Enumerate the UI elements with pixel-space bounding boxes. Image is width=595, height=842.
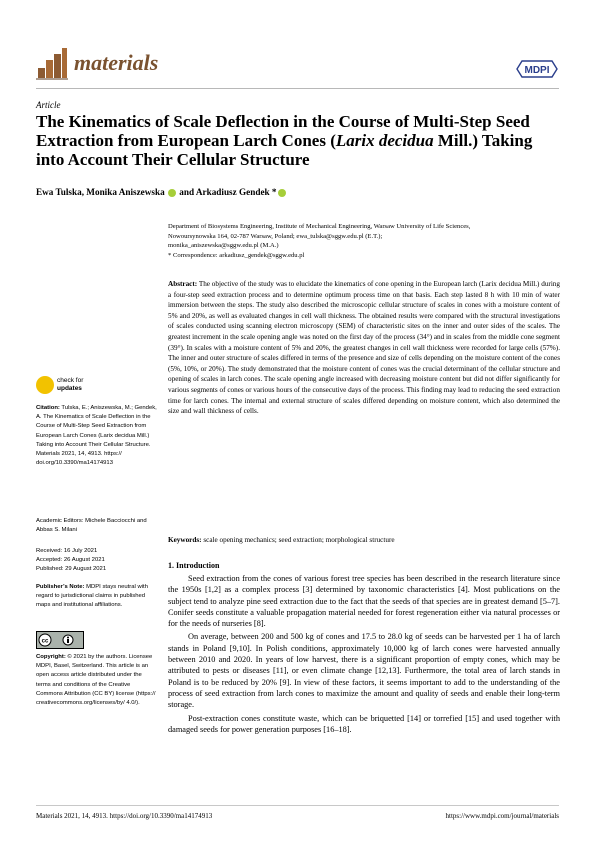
check-for-updates-icon[interactable] bbox=[36, 376, 54, 394]
author-list: Ewa Tulska, Monika Aniszewska and Arkadiusz Gendek * bbox=[36, 187, 287, 197]
orcid-icon[interactable] bbox=[168, 189, 176, 197]
citation: Citation: Tulska, E.; Aniszewska, M.; Gendek, A. The Kinematics of Scale Deflection in the Course of Multi-Step Seed Extraction from European Larch Cones (Larix decidua Mill.) Taking into Account Their Cellular Structure. Materials 2021, 14, 4913. https:// doi.org/10.3390/ma14174913 bbox=[36, 405, 157, 467]
academic-editors: Academic Editors: Michele Bacciocchi and Abbas S. Milani bbox=[36, 518, 147, 534]
copyright: Copyright: © 2021 by the authors. Licensee MDPI, Basel, Switzerland. This article is an open access article distributed under the terms and conditions of the Creative Commons Attribution (CC BY) license (https:// creativecommons.org/licenses/by/ 4.0/). bbox=[36, 654, 156, 707]
keywords: Keywords: scale opening mechanics; seed extraction; morphological structure bbox=[168, 536, 395, 544]
section-heading: 1. Introduction bbox=[168, 561, 220, 570]
affiliations: Department of Biosystems Engineering, Institute of Mechanical Engineering, Warsaw University of Life Sciences, Nowoursynowska 164, 02-787 Warsaw, Poland; ewa_tulska@sggw.edu.pl (E.T.); monika_aniszewska@sggw.edu.pl (M.A.) * Correspondence: arkadiusz_gendek@sggw.edu.pl bbox=[168, 223, 471, 259]
orcid-icon[interactable] bbox=[278, 189, 286, 197]
footer-journal-link[interactable]: https://www.mdpi.com/journal/materials bbox=[445, 812, 559, 820]
journal-logo-icon bbox=[36, 46, 68, 80]
paragraph: Post-extraction cones constitute waste, which can be briquetted [14] or torrefied [15] and used together with damaged seeds for power generation purposes [16–18]. bbox=[168, 713, 560, 734]
paragraph: Seed extraction from the cones of various forest tree species has been described in the research literature since the 1950s [1,2] as a complex process [3] determined by taxonomic characteristics [4]. Most publications on the subject tend to analyze pine seed extraction due to the fact that the seeds of that species are in greatest demand [5–7]. Conifer seeds constitute a valuable propagation material needed for forest regeneration either via natural processes or for the needs of nurseries [8]. bbox=[168, 574, 560, 629]
footer-citation: Materials 2021, 14, 4913. https://doi.org/10.3390/ma14174913 bbox=[36, 812, 213, 820]
cc-by-icon bbox=[37, 632, 83, 648]
paragraph: On average, between 200 and 500 kg of cones and 17.5 to 28.0 kg of seeds can be harvested per 1 ha of larch stands in Poland [9,10]. In Polish conditions, approximately 10,000 kg of larch cones were harvested annually between 2010 and 2020. In years of low harvest, there is a significant proportion of empty cones, which may be attributed to pests or diseases [11], or even climate change [12,13]. Furthermore, the total area of larch stands in Poland is to be reduced by 20% [9]. In view of these factors, it seems important to add to the understanding of the process of seed extraction from larch cones to maximize the amount and quality of seeds and enable their long-term storage. bbox=[168, 632, 560, 710]
cc-license-badge[interactable] bbox=[36, 631, 84, 649]
journal-name: materials bbox=[74, 50, 159, 75]
introduction-text bbox=[168, 573, 560, 737]
check-for-updates-label[interactable]: check for updates bbox=[57, 377, 84, 392]
dates: Received: 16 July 2021 Accepted: 26 August 2021 Published: 29 August 2021 bbox=[36, 548, 107, 573]
publisher-note: Publisher’s Note: MDPI stays neutral with regard to jurisdictional claims in published maps and institutional affiliations. bbox=[36, 584, 148, 609]
article-type: Article bbox=[36, 100, 61, 110]
svg-text:cc: cc bbox=[41, 638, 49, 645]
article-title: The Kinematics of Scale Deflection in the Course of Multi-Step Seed Extraction from European Larch Cones (Larix decidua Mill.) Taking into Account Their Cellular Structure bbox=[36, 112, 533, 169]
mdpi-logo-icon bbox=[516, 60, 558, 78]
svg-text:MDPI: MDPI bbox=[524, 65, 550, 76]
header-divider bbox=[36, 88, 559, 89]
footer-divider bbox=[36, 805, 559, 806]
abstract: Abstract: The objective of the study was to elucidate the kinematics of cone opening in the European larch (Larix decidua Mill.) during a four-step seed extraction process and to determine optimum process time on that basis. Each step lasted 8 h with 10 min of water immersion between the steps. The study also described the microscopic cellular structure of scales in cones with a moisture content of 5% and 20%, as well as evaluated changes in cell wall thickness. The obtained results were compared with the structural investigations of scales conducted using scanning electron microscopy (SEM) of characteristic sites on the inner and outer sides of the scales. The greatest increment in the scale opening angle was noted on the first day of the process (34°) and in scales from the middle cone segment (39°). In scales with a moisture content of 5% and 20%, the greatest changes in cell wall thickness were recorded for large cells (57%). The inner and outer structure of scales differed in terms of the presence and size of cells depending on the moisture content of the cones (5%, 10%, or 20%). The study demonstrated that the moisture content of cones was the crucial determinant of the cellular structure and opening of scales in larch cones. The scale opening angle increased with decreasing moisture content but did not differ significantly for various segments of cones or various hours of the consecutive days of the process. This finding may lead to reducing the seed extraction time for larch cones. The internal and external structure of scales differed depending on moisture content, which also determined the size and wall thickness of cells. bbox=[168, 280, 560, 416]
